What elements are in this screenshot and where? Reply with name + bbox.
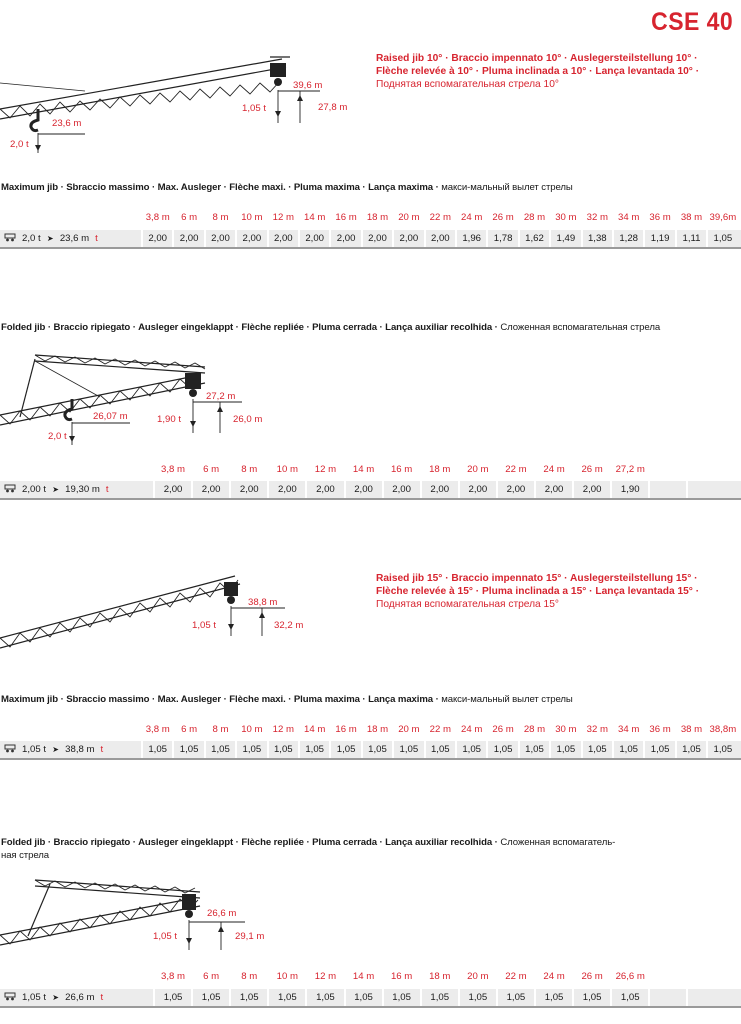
crane-trolley-icon — [4, 484, 16, 493]
radius-header: 32 m — [586, 212, 608, 223]
load-value: 1,96 — [462, 233, 482, 244]
load-value: 1,05 — [587, 744, 607, 755]
radius-header: 18 m — [366, 212, 389, 223]
crane-diagram-raised-15 — [0, 570, 320, 670]
arrow-right-icon: ➤ — [44, 234, 56, 243]
load-value: 1,05 — [713, 233, 733, 244]
radius-header: 30 m — [555, 212, 577, 223]
tip-height-label: 29,1 m — [235, 931, 265, 942]
load-value: 1,78 — [493, 233, 513, 244]
load-value: 1,05 — [682, 744, 701, 755]
lead-radius: 19,30 m — [65, 484, 100, 495]
heading-maximum-jib: Maximum jib · Sbraccio massimo · Max. Ausleger · Flèche maxi. · Pluma maxima · Lança maxima · макси-мальный вылет стрелы — [1, 694, 573, 705]
radius-header: 38 m — [680, 212, 703, 223]
radius-header: 14 m — [352, 971, 375, 982]
radius-header: 18 m — [366, 724, 389, 735]
section-description: Raised jib 15° · Braccio impennato 15° · Auslegersteilstellung 15° · Flèche relevée à 15° · Pluma inclinada a 15° · Lança levantada 15° · Поднятая вспомагательная стрела 15° — [376, 573, 700, 610]
crane-trolley-icon — [4, 744, 16, 753]
load-value: 2,00 — [148, 233, 168, 244]
load-value: 1,05 — [392, 992, 411, 1003]
radius-header: 26 m — [581, 971, 603, 982]
radius-header: 18 m — [429, 971, 451, 982]
tip-radius-label: 39,6 m — [293, 80, 323, 91]
radius-header: 10 m — [276, 464, 299, 475]
load-value: 1,05 — [163, 992, 183, 1003]
tip-radius-label: 27,2 m — [206, 391, 236, 402]
radius-header: 3,8 m — [145, 724, 170, 735]
lead-load: 1,05 t — [22, 744, 47, 755]
load-value: 1,05 — [242, 744, 262, 755]
load-value: 2,00 — [399, 233, 419, 244]
load-value: 2,00 — [368, 233, 387, 244]
tip-load-label: 1,90 t — [157, 414, 182, 425]
load-value: 1,05 — [179, 744, 199, 755]
load-value: 1,05 — [582, 992, 602, 1003]
radius-header: 12 m — [272, 212, 294, 223]
lead-radius: 23,6 m — [59, 233, 90, 244]
load-value: 1,05 — [239, 992, 259, 1003]
unit-label: t — [95, 233, 98, 244]
table-row-loads — [0, 481, 741, 500]
load-value: 2,00 — [179, 233, 199, 244]
cell-divider — [648, 989, 650, 1006]
radius-header: 36 m — [649, 212, 671, 223]
radius-header: 26 m — [492, 212, 514, 223]
table-row-loads — [0, 230, 741, 249]
heading-folded-jib: Folded jib · Braccio ripiegato · Ausleger eingeklappt · Flèche repliée · Pluma cerrada · Lança auxiliar recolhida · Сложенная вспомагатель- ная стрела — [1, 837, 616, 861]
load-value: 1,05 — [525, 744, 544, 755]
load-value: 1,05 — [430, 992, 450, 1003]
lead-radius: 38,8 m — [65, 744, 95, 755]
load-value: 2,00 — [392, 484, 411, 495]
load-value: 1,05 — [468, 992, 488, 1003]
table-lead-cell — [4, 741, 103, 758]
radius-header: 22 m — [505, 971, 527, 982]
load-value: 2,00 — [201, 484, 221, 495]
radius-header: 30 m — [555, 724, 577, 735]
arrow-right-icon: ➤ — [50, 993, 62, 1002]
lead-radius: 26,6 m — [65, 992, 95, 1003]
crane-trolley-icon — [4, 992, 16, 1001]
radius-header: 20 m — [398, 724, 420, 735]
radius-header: 10 m — [276, 971, 299, 982]
table-row-loads — [0, 741, 741, 760]
radius-header: 6 m — [181, 212, 198, 223]
radius-header: 16 m — [390, 464, 413, 475]
radius-header: 14 m — [352, 464, 375, 475]
load-value: 1,05 — [399, 744, 419, 755]
load-value: 1,05 — [316, 992, 335, 1003]
radius-header: 36 m — [649, 724, 671, 735]
radius-header: 12 m — [314, 464, 337, 475]
tip-load-label: 1,05 t — [153, 931, 178, 942]
radius-header: 24 m — [461, 212, 483, 223]
load-value: 2,00 — [273, 233, 293, 244]
section-description: Raised jib 10° · Braccio impennato 10° · Auslegersteilstellung 10° · Flèche relevée à 10° · Pluma inclinada a 10° · Lança levantada 10° · Поднятая вспомагательная стрела 10° — [376, 53, 700, 90]
load-value: 2,00 — [316, 484, 335, 495]
radius-header: 16 m — [335, 724, 357, 735]
load-value: 2,00 — [305, 233, 325, 244]
tip-radius-label: 38,8 m — [248, 597, 278, 608]
radius-header: 28 m — [523, 212, 546, 223]
unit-label: t — [105, 484, 109, 495]
load-value: 1,05 — [544, 992, 564, 1003]
load-value: 2,00 — [211, 233, 230, 244]
load-value: 1,28 — [619, 233, 639, 244]
radius-header: 3,8 m — [161, 464, 186, 475]
heading-folded-jib: Folded jib · Braccio ripiegato · Ausleger eingeklappt · Flèche repliée · Pluma cerrada · Lança auxiliar recolhida · Сложенная вспомагательная стрела — [1, 322, 661, 333]
arrow-right-icon: ➤ — [50, 745, 62, 754]
radius-header: 34 m — [618, 212, 640, 223]
load-value: 1,05 — [354, 992, 373, 1003]
radius-header: 8 m — [212, 724, 229, 735]
table-row-loads — [0, 989, 741, 1008]
radius-header: 8 m — [212, 212, 229, 223]
radius-header: 8 m — [241, 971, 258, 982]
tip-load-label: 1,05 t — [242, 103, 267, 114]
load-value: 1,05 — [211, 744, 230, 755]
tip-load-label: 1,05 t — [192, 620, 217, 631]
radius-header: 34 m — [618, 724, 640, 735]
page-title: CSE 40 — [650, 8, 733, 36]
radius-header: 26 m — [492, 724, 514, 735]
hook-radius-label: 26,07 m — [93, 411, 128, 422]
load-value: 1,05 — [305, 744, 325, 755]
radius-header: 14 m — [304, 212, 326, 223]
lead-load: 1,05 t — [22, 992, 47, 1003]
heading-maximum-jib: Maximum jib · Sbraccio massimo · Max. Ausleger · Flèche maxi. · Pluma maxima · Lança maxima · макси-мальный вылет стрелы — [1, 182, 573, 193]
radius-header: 32 m — [586, 724, 608, 735]
load-value: 1,49 — [556, 233, 576, 244]
load-value: 2,00 — [278, 484, 297, 495]
load-value: 2,00 — [506, 484, 526, 495]
radius-header: 20 m — [398, 212, 420, 223]
radius-header: 20 m — [467, 464, 489, 475]
unit-label: t — [100, 744, 104, 755]
radius-header: 39,6m — [709, 212, 737, 223]
radius-header: 12 m — [314, 971, 337, 982]
radius-header: 20 m — [467, 971, 489, 982]
load-value: 1,05 — [201, 992, 221, 1003]
radius-header: 6 m — [203, 971, 220, 982]
load-value: 2,00 — [354, 484, 373, 495]
load-value: 1,05 — [493, 744, 513, 755]
crane-diagram-folded-2 — [0, 870, 300, 960]
cell-divider — [686, 481, 688, 498]
hook-load-label: 2,0 t — [10, 139, 29, 150]
load-value: 1,90 — [620, 484, 640, 495]
radius-header: 38 m — [680, 724, 703, 735]
load-value: 1,05 — [336, 744, 356, 755]
load-value: 2,00 — [242, 233, 262, 244]
radius-header: 27,2 m — [615, 464, 645, 475]
radius-header: 3,8 m — [161, 971, 186, 982]
table-lead-cell — [4, 230, 98, 247]
lead-load: 2,00 t — [22, 484, 47, 495]
tip-height-label: 26,0 m — [233, 414, 263, 425]
load-value: 1,19 — [650, 233, 670, 244]
hook-radius-label: 23,6 m — [52, 118, 82, 129]
hook-load-label: 2,0 t — [48, 431, 67, 442]
load-value: 2,00 — [468, 484, 488, 495]
load-value: 2,00 — [430, 484, 450, 495]
radius-header: 24 m — [461, 724, 483, 735]
load-value: 1,05 — [620, 992, 640, 1003]
load-value: 1,05 — [462, 744, 482, 755]
load-value: 2,00 — [544, 484, 564, 495]
load-value: 1,05 — [713, 744, 733, 755]
radius-header: 16 m — [390, 971, 413, 982]
cell-divider — [686, 989, 688, 1006]
radius-header: 10 m — [241, 212, 263, 223]
radius-header: 6 m — [181, 724, 198, 735]
load-value: 2,00 — [336, 233, 356, 244]
load-value: 1,05 — [368, 744, 387, 755]
radius-header: 38,8m — [709, 724, 737, 735]
radius-header: 6 m — [203, 464, 220, 475]
load-value: 1,05 — [506, 992, 526, 1003]
radius-header: 24 m — [543, 464, 565, 475]
tip-radius-label: 26,6 m — [207, 908, 237, 919]
radius-header: 24 m — [543, 971, 565, 982]
radius-header: 14 m — [304, 724, 326, 735]
tip-height-label: 27,8 m — [318, 102, 348, 113]
tip-height-label: 32,2 m — [274, 620, 304, 631]
load-value: 1,05 — [556, 744, 576, 755]
load-value: 2,00 — [582, 484, 602, 495]
radius-header: 3,8 m — [145, 212, 170, 223]
load-value: 2,00 — [239, 484, 259, 495]
load-value: 2,00 — [430, 233, 450, 244]
load-value: 1,05 — [619, 744, 639, 755]
radius-header: 22 m — [429, 724, 451, 735]
crane-diagram-folded-1 — [0, 345, 300, 455]
radius-header: 8 m — [241, 464, 258, 475]
radius-header: 26,6 m — [615, 971, 645, 982]
table-lead-cell — [4, 989, 103, 1006]
load-value: 1,11 — [682, 233, 701, 244]
load-value: 1,05 — [273, 744, 293, 755]
table-lead-cell — [4, 481, 109, 498]
radius-header: 22 m — [429, 212, 451, 223]
load-value: 1,38 — [587, 233, 607, 244]
unit-label: t — [100, 992, 104, 1003]
load-value: 1,05 — [430, 744, 450, 755]
load-value: 1,05 — [278, 992, 297, 1003]
radius-header: 26 m — [581, 464, 603, 475]
crane-trolley-icon — [4, 233, 16, 242]
arrow-right-icon: ➤ — [50, 485, 62, 494]
load-value: 1,05 — [650, 744, 670, 755]
load-value: 1,05 — [148, 744, 168, 755]
lead-load: 2,0 t — [22, 233, 41, 244]
radius-header: 18 m — [429, 464, 451, 475]
load-value: 1,62 — [525, 233, 544, 244]
radius-header: 16 m — [335, 212, 357, 223]
cell-divider — [648, 481, 650, 498]
radius-header: 28 m — [523, 724, 546, 735]
load-value: 2,00 — [163, 484, 183, 495]
radius-header: 12 m — [272, 724, 294, 735]
radius-header: 10 m — [241, 724, 263, 735]
radius-header: 22 m — [505, 464, 527, 475]
